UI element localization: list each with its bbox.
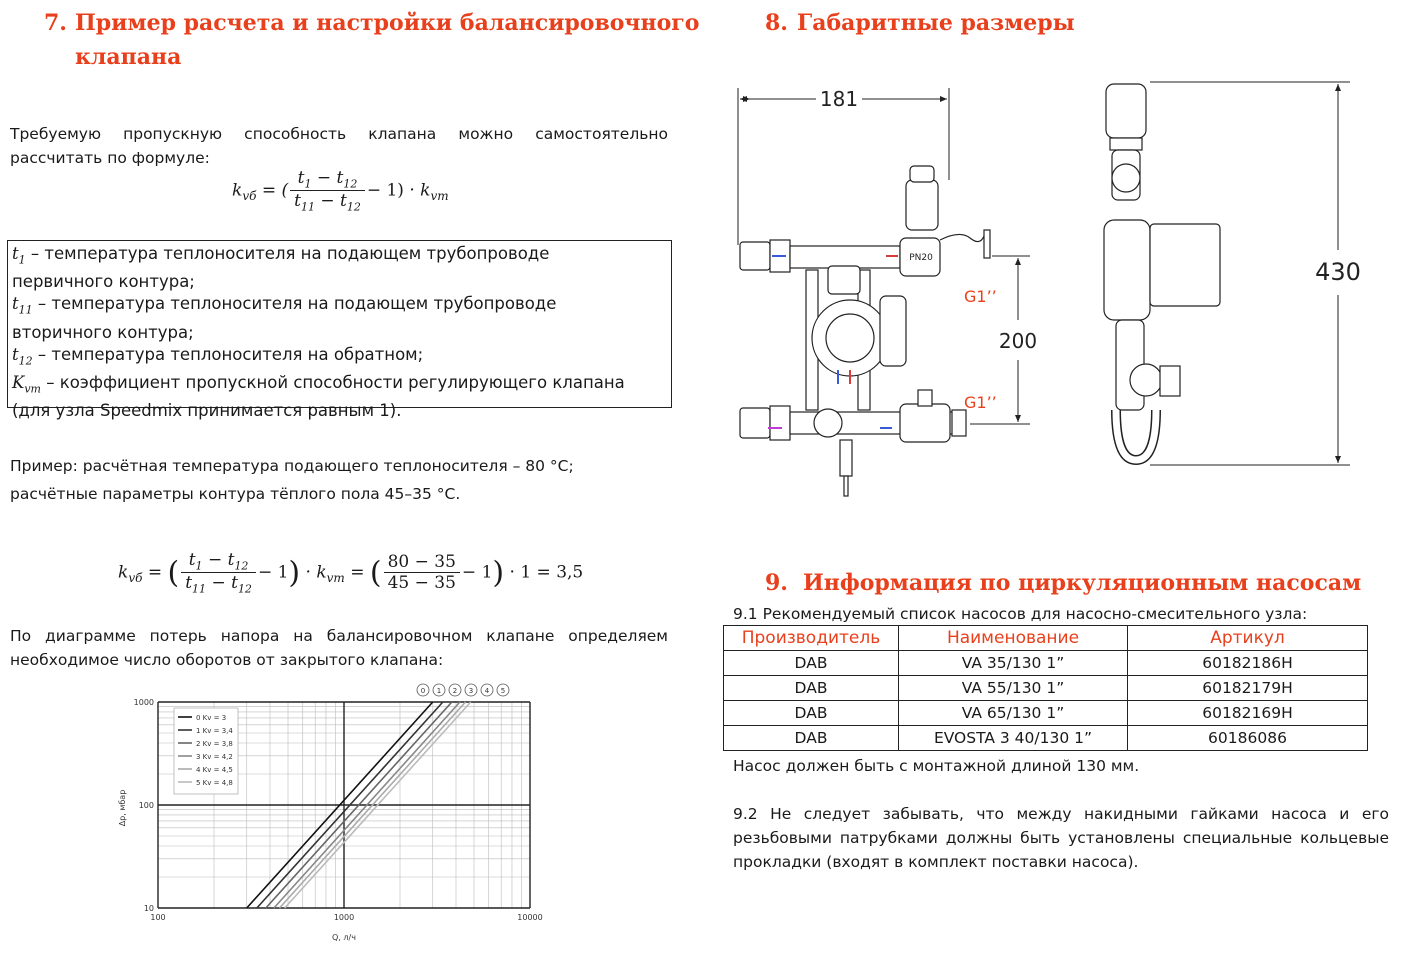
pump-list-intro: 9.1 Рекомендуемый список насосов для насосно-смесительного узла:: [733, 605, 1308, 623]
col-article: Артикул: [1128, 626, 1368, 651]
cell-name: VA 55/130 1”: [899, 676, 1128, 701]
section7-title-line1: Пример расчета и настройки балансировочного: [75, 10, 700, 36]
cell-name: EVOSTA 3 40/130 1”: [899, 726, 1128, 751]
def-t11-cont: вторичного контура;: [12, 322, 194, 342]
section7-number: 7.: [44, 10, 67, 36]
def-t11: $t_{11}$ – температура теплоносителя на подающем трубопроводе: [12, 294, 557, 317]
legend-label: 2 Kv = 3,8: [196, 740, 233, 748]
cell-manufacturer: DAB: [724, 701, 899, 726]
cell-article: 60182169H: [1128, 701, 1368, 726]
definitions-box: [7, 240, 672, 421]
intro-line2: рассчитать по формуле:: [10, 149, 210, 167]
intro-line1: Требуемую пропускную способность клапана можно самостоятельно: [10, 125, 668, 143]
example-line1: Пример: расчётная температура подающего теплоносителя – 80 °C;: [10, 457, 574, 475]
dimensions-drawing: [720, 70, 1380, 500]
pump-table-header: [724, 626, 1368, 651]
cell-article: 60182179H: [1128, 676, 1368, 701]
cell-manufacturer: DAB: [724, 651, 899, 676]
chart-legend: [174, 708, 238, 794]
chart-ylabel: Δp, мбар: [118, 789, 127, 827]
formula2-numerator: 80 − 35: [384, 552, 460, 573]
formula2-result: · 1 = 3,5: [509, 562, 584, 583]
x-tick-label: 1000: [333, 913, 355, 922]
col-name: Наименование: [899, 626, 1128, 651]
table-row: [724, 651, 1368, 676]
table-row: [724, 676, 1368, 701]
diagram-line2: необходимое число оборотов от закрытого клапана:: [10, 651, 444, 669]
cell-article: 60182186H: [1128, 651, 1368, 676]
x-tick-label: 10000: [517, 913, 543, 922]
front-view: [740, 166, 990, 496]
section8-title: Габаритные размеры: [797, 10, 1075, 36]
formula-kv: $k_{vб}$ = ( $\frac{t_1 - t_{12}}{t_{11} - t_{12}}$ − $1) \cdot k_{vт}$: [232, 168, 449, 214]
x-tick-label: 100: [150, 913, 166, 922]
pump-table: [723, 625, 1368, 751]
turn-marker-label: 0: [420, 687, 426, 695]
turn-marker-label: 3: [468, 687, 474, 695]
turn-marker-label: 1: [436, 687, 442, 695]
def-t1-cont: первичного контура;: [12, 272, 195, 292]
turn-marker-label: 4: [484, 687, 490, 695]
dim-height-label: 430: [1315, 258, 1361, 286]
def-t12: $t_{12}$ – температура теплоносителя на обратном;: [12, 344, 424, 367]
turn-marker-label: 5: [500, 687, 506, 695]
side-view: [1104, 84, 1220, 460]
def-kv: $K_{vт}$ – коэффициент пропускной способности регулирующего клапана: [12, 372, 625, 396]
legend-label: 4 Kv = 4,5: [196, 766, 233, 774]
dim-width-label: 181: [819, 87, 859, 111]
turn-marker-label: 2: [452, 687, 458, 695]
dim-spacing-label: 200: [998, 329, 1038, 353]
gasket-note-line3: прокладки (входят в комплект поставки насоса).: [733, 853, 1139, 871]
cell-manufacturer: DAB: [724, 676, 899, 701]
y-tick-label: 100: [138, 801, 154, 810]
diagram-line1: По диаграмме потерь напора на балансировочном клапане определяем: [10, 627, 668, 645]
formula-example: $k_{vб}$ = ( $\frac{t_1 - t_{12}}{t_{11} - t_{12}}$ − $1) \cdot k_{vт}$ = ( $\frac{80 - 35}{45 - 35}$ − 1) · 1 = 3,5: [118, 550, 584, 596]
table-row: [724, 726, 1368, 751]
col-manufacturer: Производитель: [724, 626, 899, 651]
y-tick-label: 1000: [133, 698, 154, 707]
legend-label: 5 Kv = 4,8: [196, 779, 233, 787]
section8-number: 8.: [765, 10, 788, 36]
formula2-denominator: 45 − 35: [387, 573, 456, 594]
y-tick-label: 10: [143, 904, 154, 913]
chart-turn-markers: [417, 684, 509, 696]
section9-title: Информация по циркуляционным насосам: [803, 570, 1362, 596]
legend-label: 3 Kv = 4,2: [196, 753, 233, 761]
def-t1: $t_1$ – температура теплоносителя на подающем трубопроводе: [12, 244, 550, 267]
thread-label-top: G1’’: [964, 287, 997, 306]
example-line2: расчётные параметры контура тёплого пола 45–35 °C.: [10, 485, 461, 503]
legend-label: 0 Kv = 3: [196, 714, 227, 722]
pressure-loss-chart: [110, 680, 560, 950]
table-row: [724, 701, 1368, 726]
cell-manufacturer: DAB: [724, 726, 899, 751]
cell-article: 60186086: [1128, 726, 1368, 751]
pump-length-note: Насос должен быть с монтажной длиной 130 мм.: [733, 757, 1140, 775]
section9-number: 9.: [765, 570, 788, 596]
gasket-note-line1: 9.2 Не следует забывать, что между накидными гайками насоса и его: [733, 805, 1389, 823]
pn20-label: PN20: [909, 253, 933, 263]
def-kv-cont: (для узла Speedmix принимается равным 1).: [12, 401, 402, 421]
chart-xlabel: Q, л/ч: [332, 933, 356, 942]
cell-name: VA 35/130 1”: [899, 651, 1128, 676]
gasket-note-line2: резьбовыми патрубками должны быть установлены специальные кольцевые: [733, 829, 1389, 847]
section7-title-line2: клапана: [75, 44, 182, 70]
legend-label: 1 Kv = 3,4: [196, 727, 233, 735]
thread-label-bottom: G1’’: [964, 393, 997, 412]
cell-name: VA 65/130 1”: [899, 701, 1128, 726]
